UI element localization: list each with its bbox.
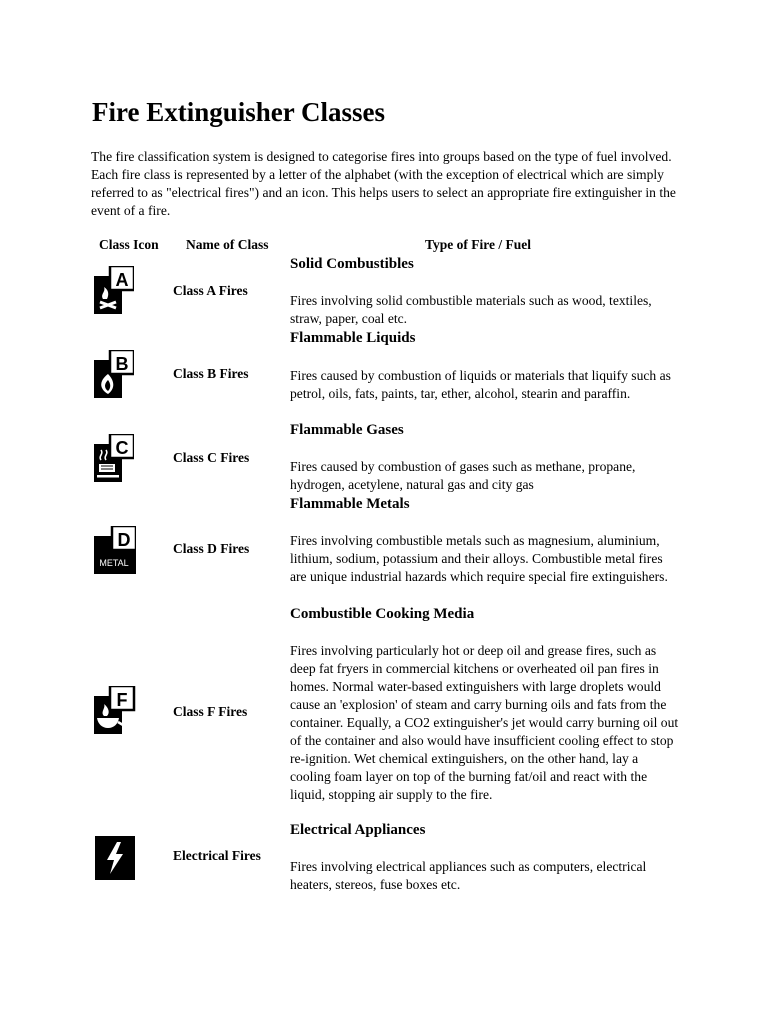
column-header-type-of-fire: Type of Fire / Fuel <box>425 237 531 252</box>
class-a-icon-letter: A <box>115 270 129 290</box>
class-b-description: Fires caused by combustion of liquids or materials that liquify such as petrol, oils, fats, paints, tar, ether, alcohol, stearin and paraffin. <box>290 368 671 401</box>
class-b-icon <box>94 350 134 398</box>
class-c-fuel: Flammable Gases <box>290 422 404 438</box>
class-c-name: Class C Fires <box>173 450 250 465</box>
electrical-name: Electrical Fires <box>173 848 261 863</box>
class-d-description: Fires involving combustible metals such as magnesium, aluminium, lithium, sodium, potassium and their alloys. Combustible metal fires are unique industrial hazards which require special fire extinguishers. <box>290 533 668 584</box>
class-c-icon <box>94 434 134 482</box>
class-f-icon <box>94 686 136 734</box>
electrical-icon <box>95 836 135 880</box>
class-f-name: Class F Fires <box>173 704 248 719</box>
page-title: Fire Extinguisher Classes <box>92 97 386 127</box>
class-d-icon-letter: D <box>117 530 131 550</box>
class-d-icon <box>94 526 136 574</box>
class-f-fuel: Combustible Cooking Media <box>290 606 475 622</box>
electrical-description: Fires involving electrical appliances such as computers, electrical heaters, stereos, fuse boxes etc. <box>290 859 647 892</box>
intro-paragraph: The fire classification system is designed to categorise fires into groups based on the type of fuel involved. Each fire class is represented by a letter of the alphabet (with the exception of electrical which are simply referred to as "electrical fires") and an icon. This helps users to select an appropriate fire extinguisher in the event of a fire. <box>91 149 676 218</box>
class-f-description: Fires involving particularly hot or deep oil and grease fires, such as deep fat fryers in commercial kitchens or overheated oil pan fires in homes. Normal water-based extinguishers with large droplets would cause an 'explosion' of steam and carry burning oils and fats from the container. Equally, a CO2 extinguisher's jet would carry burning oil out of the container and also would have insufficient cooling effect to stop re-ignition. Wet chemical extinguishers, on the other hand, lay a cooling foam layer on top of the burning fat/oil and react with the liquid, stopping air supply to the fire. <box>290 643 679 802</box>
class-a-description: Fires involving solid combustible materials such as wood, textiles, straw, paper, coal etc. <box>290 293 652 326</box>
class-a-fuel: Solid Combustibles <box>290 256 414 272</box>
class-d-fuel: Flammable Metals <box>290 496 410 512</box>
class-a-icon <box>94 266 134 314</box>
class-f-icon-letter: F <box>116 690 128 710</box>
class-d-name: Class D Fires <box>173 541 250 556</box>
class-c-description: Fires caused by combustion of gases such as methane, propane, hydrogen, acetylene, natural gas and city gas <box>290 459 636 492</box>
class-c-icon-letter: C <box>115 438 129 458</box>
column-header-class-icon: Class Icon <box>99 237 159 252</box>
class-b-fuel: Flammable Liquids <box>290 330 416 346</box>
class-a-name: Class A Fires <box>173 283 248 298</box>
class-b-icon-letter: B <box>115 354 129 374</box>
electrical-fuel: Electrical Appliances <box>290 822 426 838</box>
column-header-name-of-class: Name of Class <box>186 237 269 252</box>
class-d-icon-sublabel: METAL <box>99 558 129 568</box>
class-b-name: Class B Fires <box>173 366 249 381</box>
